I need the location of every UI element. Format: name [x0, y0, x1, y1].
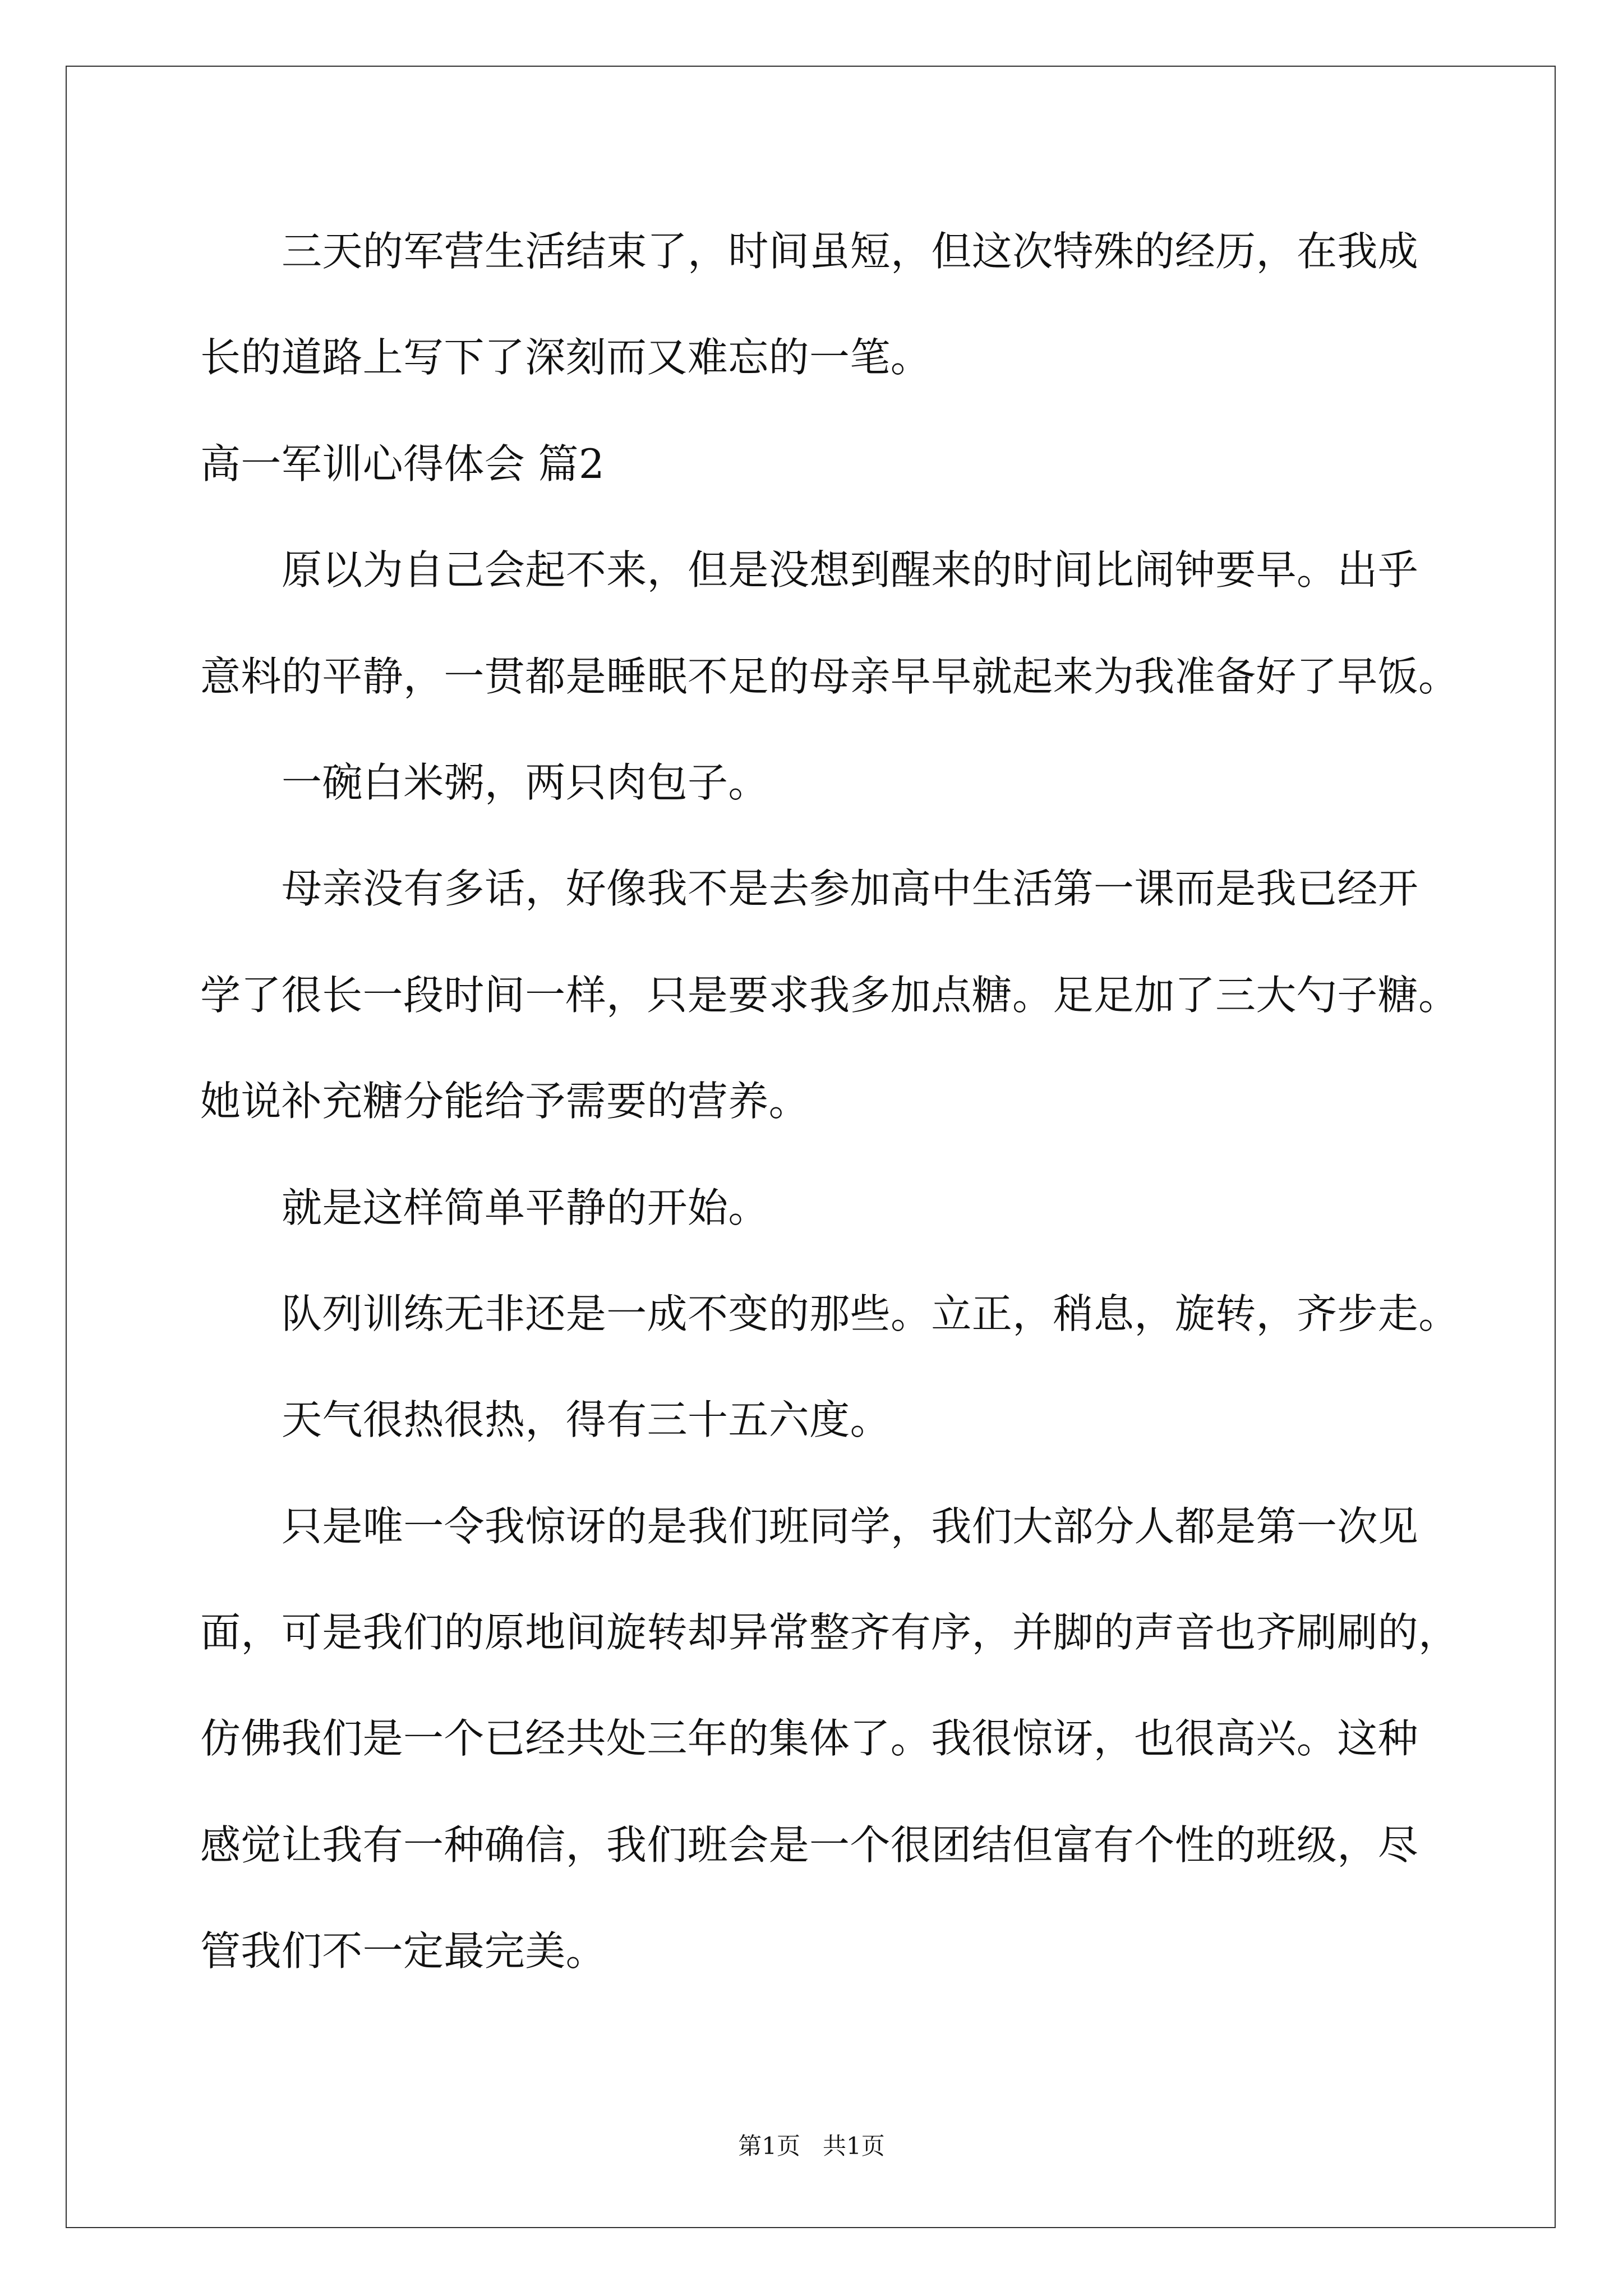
paragraph-line: 就是这样简单平静的开始。	[282, 1184, 769, 1231]
paragraph-line: 母亲没有多话，好像我不是去参加高中生活第一课而是我已经开	[282, 865, 1419, 913]
paragraph	[200, 199, 1535, 411]
paragraph-line: 管我们不一定最完美。	[200, 1927, 607, 1975]
paragraph	[200, 836, 1535, 1154]
section-heading-block	[200, 411, 1535, 517]
paragraph-line: 她说补充糖分能给予需要的营养。	[200, 1078, 810, 1125]
paragraph	[200, 1367, 1535, 1473]
paragraph-line: 队列训练无非还是一成不变的那些。立正，稍息，旋转，齐步走。	[282, 1290, 1459, 1337]
paragraph-line: 长的道路上写下了深刻而又难忘的一笔。	[200, 334, 932, 381]
paragraph-line: 仿佛我们是一个已经共处三年的集体了。我很惊讶，也很高兴。这种	[200, 1715, 1419, 1763]
paragraph-line: 只是唯一令我惊讶的是我们班同学，我们大部分人都是第一次见	[282, 1502, 1419, 1550]
paragraph	[200, 730, 1535, 836]
paragraph-line: 一碗白米粥，两只肉包子。	[282, 758, 769, 806]
paragraph-line: 感觉让我有一种确信，我们班会是一个很团结但富有个性的班级，尽	[200, 1821, 1419, 1869]
paragraph	[200, 1261, 1535, 1367]
paragraph	[200, 517, 1535, 730]
paragraph-line: 天气很热很热，得有三十五六度。	[282, 1396, 891, 1444]
paragraph-line: 学了很长一段时间一样，只是要求我多加点糖。足足加了三大勺子糖。	[200, 971, 1459, 1019]
paragraph	[200, 1474, 1535, 2005]
document-body	[200, 199, 1535, 2005]
paragraph-line: 意料的平静，一贯都是睡眠不足的母亲早早就起来为我准备好了早饭。	[200, 652, 1459, 700]
section-heading: 高一军训心得体会 篇2	[200, 440, 605, 487]
paragraph-line: 三天的军营生活结束了，时间虽短，但这次特殊的经历，在我成	[282, 228, 1419, 275]
paragraph-line: 面，可是我们的原地间旋转却异常整齐有序，并脚的声音也齐刷刷的，	[200, 1609, 1459, 1657]
page-footer: 第1页 共1页	[738, 2132, 885, 2160]
paragraph-line: 原以为自己会起不来，但是没想到醒来的时间比闹钟要早。出乎	[282, 546, 1419, 594]
paragraph	[200, 1155, 1535, 1261]
